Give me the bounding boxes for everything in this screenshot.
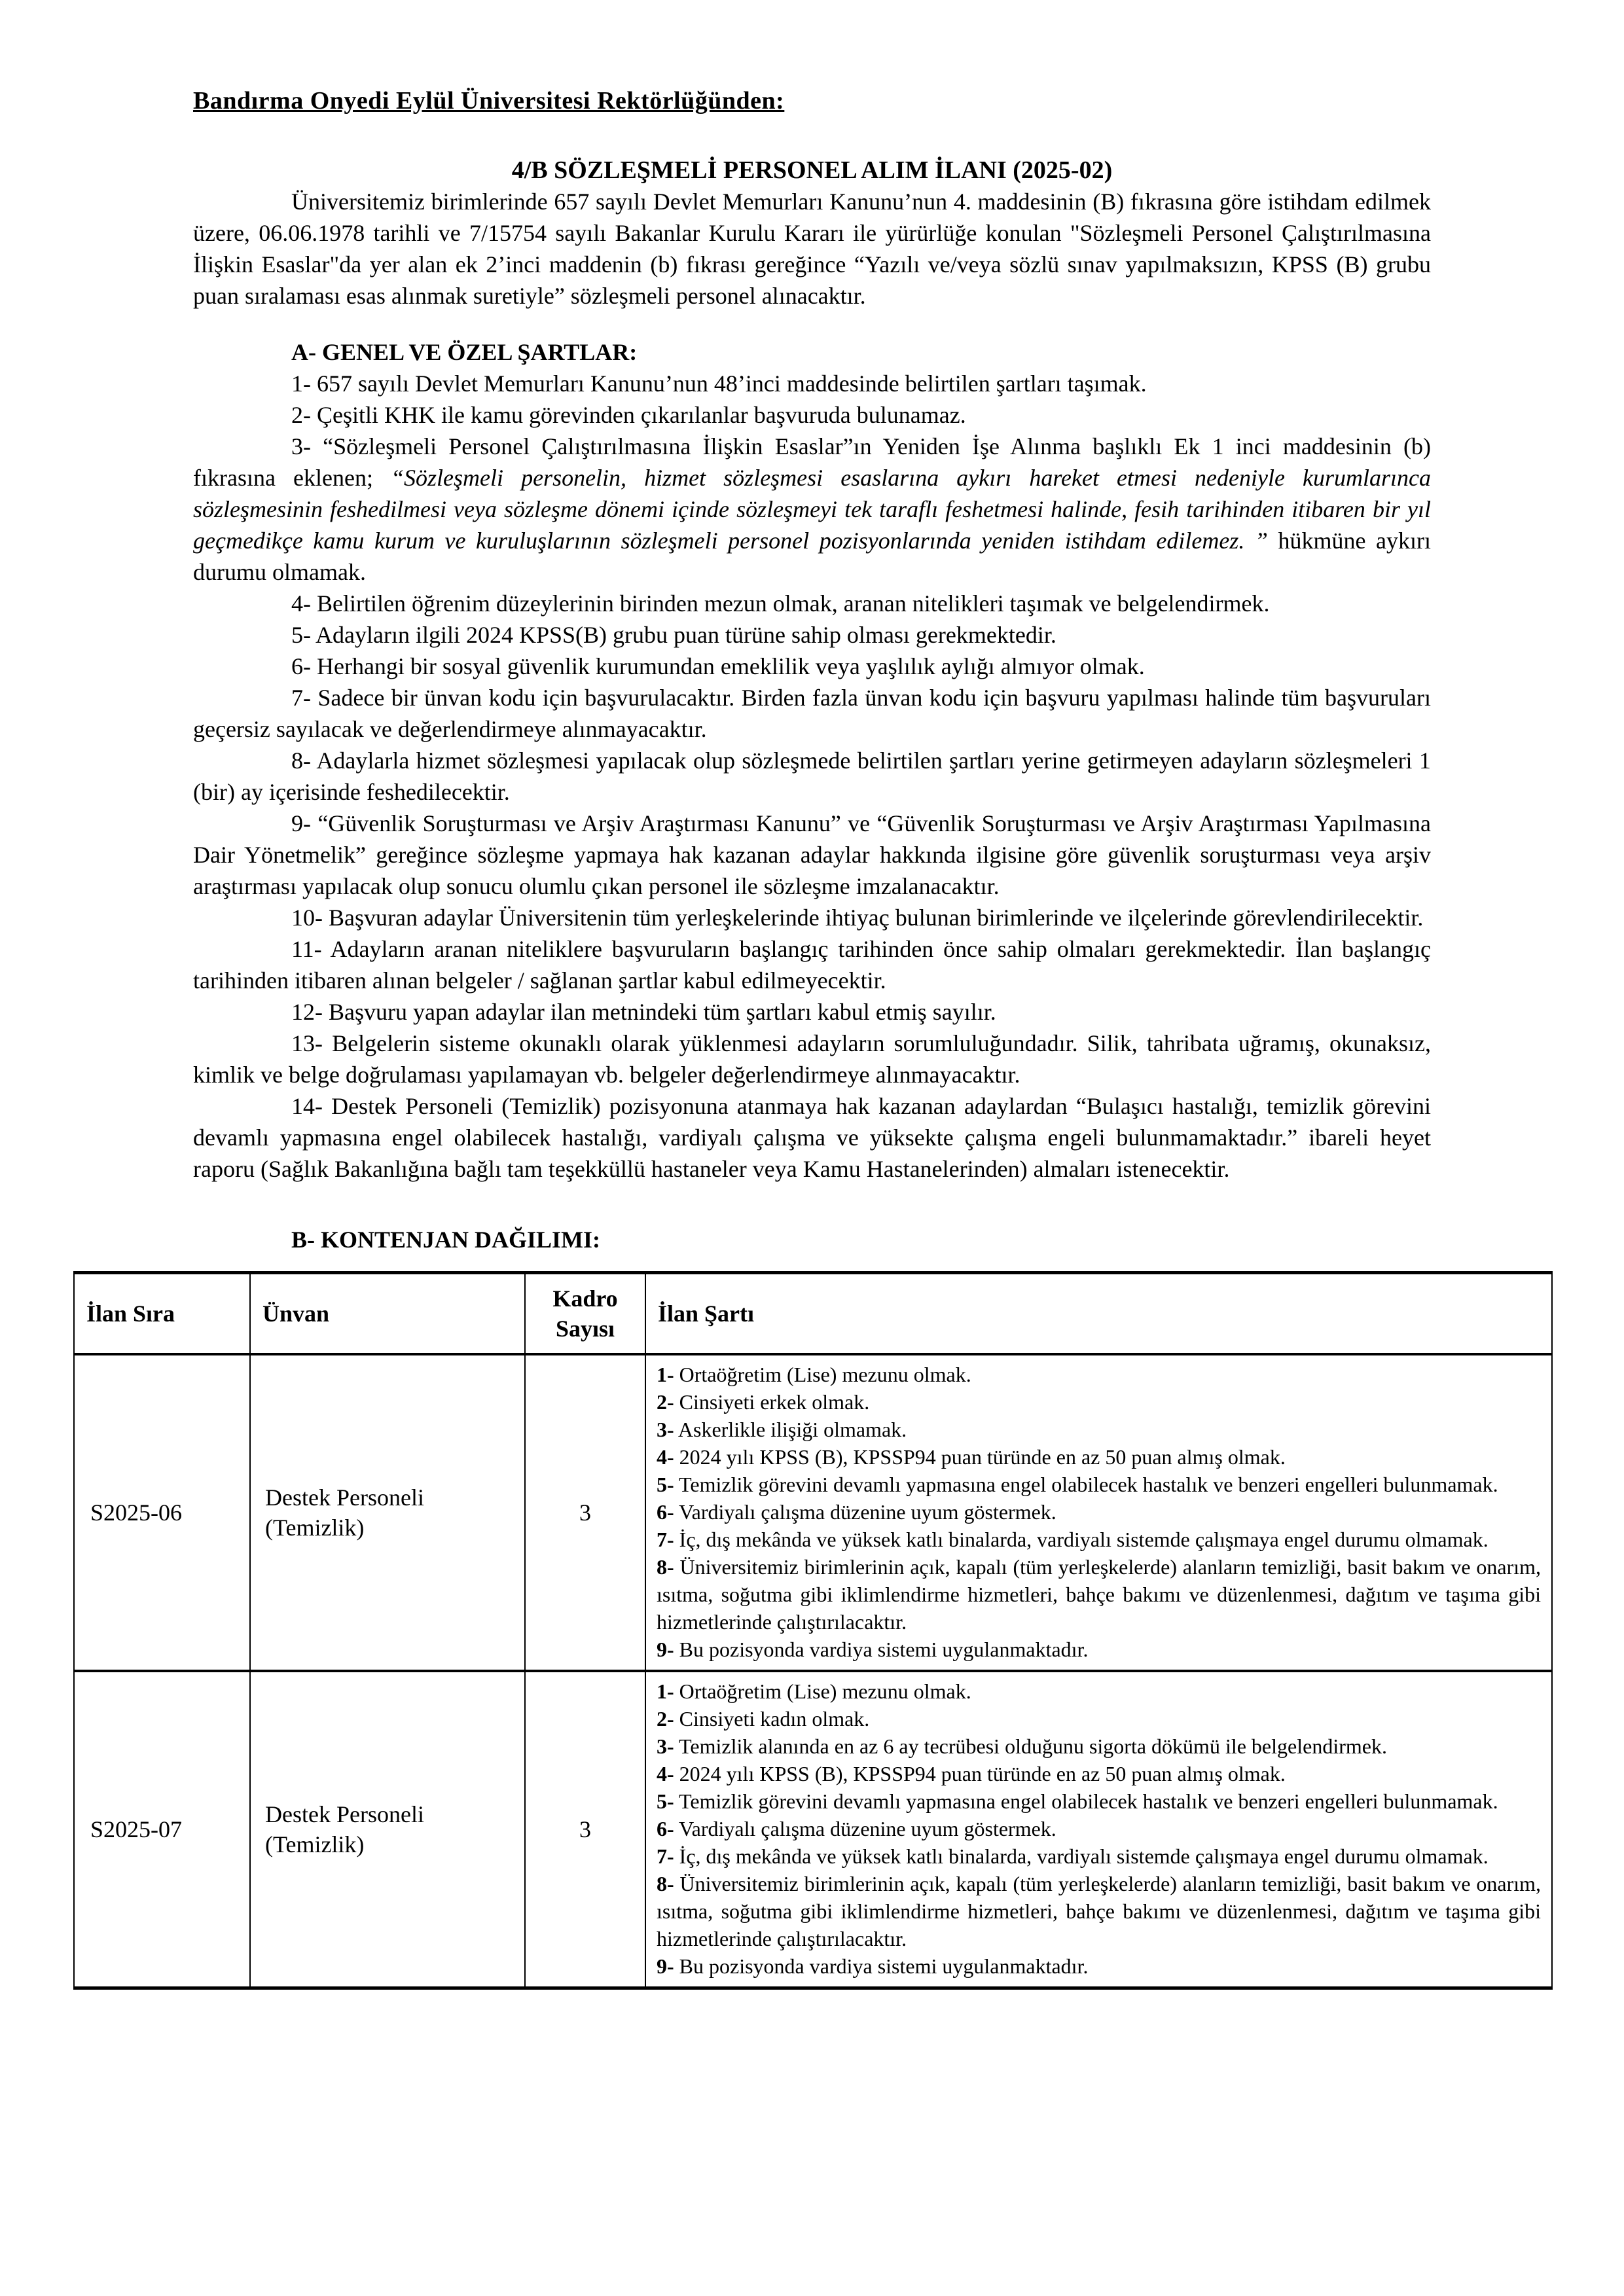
announcement-title: 4/B SÖZLEŞMELİ PERSONEL ALIM İLANI (2025-02)	[511, 156, 1113, 184]
unvan-value: Destek Personeli (Temizlik)	[250, 1671, 525, 1988]
issuer-header: Bandırma Onyedi Eylül Üniversitesi Rektörlüğünden:	[193, 87, 785, 115]
requirement-number: 6-	[657, 1817, 674, 1840]
section-a-item-4: 4- Belirtilen öğrenim düzeylerinin birinden mezun olmak, aranan nitelikleri taşımak ve belgelendirmek.	[291, 590, 1270, 617]
requirement-number: 5-	[657, 1789, 674, 1813]
requirement-item: 5- Temizlik görevini devamlı yapmasına engel olabilecek hastalık ve benzeri engelleri bulunmamak.	[657, 1473, 1498, 1496]
section-a-item-5: 5- Adayların ilgili 2024 KPSS(B) grubu puan türüne sahip olması gerekmektedir.	[291, 622, 1056, 648]
item-3-suffix: hükmüne aykırı durumu olmamak.	[193, 528, 1431, 585]
ilan-sira-value: S2025-06	[74, 1354, 250, 1671]
section-a-item-13: 13- Belgelerin sisteme okunaklı olarak yüklenmesi adayların sorumluluğundadır. Silik, tahribata uğramış, okunaksız, kimlik ve belge doğrulaması yapılamayan vb. belgeler değerlendirmeye alınmayacaktır.	[193, 1030, 1431, 1088]
requirement-number: 2-	[657, 1390, 674, 1414]
section-a-item-6: 6- Herhangi bir sosyal güvenlik kurumundan emeklilik veya yaşlılık aylığı almıyor olmak.	[291, 653, 1145, 679]
quota-table	[73, 1271, 1553, 1990]
quota-table-wrapper	[73, 1271, 1551, 1990]
section-b-heading: B- KONTENJAN DAĞILIMI:	[291, 1227, 601, 1253]
section-a-item-11: 11- Adayların aranan niteliklere başvuruların başlangıç tarihinden önce sahip olmaları gerekmektedir. İlan başlangıç tarihinden itibaren alınan belgeler / sağlanan şartlar kabul edilmeyecektir.	[193, 936, 1431, 994]
section-a-item-3	[193, 431, 1431, 588]
ilan-sarti-list	[645, 1354, 1552, 1671]
col-header-ilan-sira: İlan Sıra	[74, 1273, 250, 1355]
unvan-value: Destek Personeli (Temizlik)	[250, 1354, 525, 1671]
section-a-item-12: 12- Başvuru yapan adaylar ilan metnindeki tüm şartları kabul etmiş sayılır.	[291, 999, 996, 1025]
table-row-s2025-06	[74, 1354, 1552, 1671]
requirement-item: 6- Vardiyalı çalışma düzenine uyum göstermek.	[657, 1817, 1056, 1840]
requirement-item: 3- Askerlikle ilişiği olmamak.	[657, 1418, 907, 1441]
ilan-sarti-list	[645, 1671, 1552, 1988]
requirement-number: 8-	[657, 1872, 674, 1895]
requirement-number: 1-	[657, 1363, 674, 1386]
requirement-number: 6-	[657, 1500, 674, 1524]
requirement-item: 1- Ortaöğretim (Lise) mezunu olmak.	[657, 1363, 971, 1386]
requirement-item: 2- Cinsiyeti kadın olmak.	[657, 1707, 870, 1731]
requirement-number: 3-	[657, 1734, 674, 1758]
section-a-item-10: 10- Başvuran adaylar Üniversitenin tüm yerleşkelerinde ihtiyaç bulunan birimlerinde ve ilçelerinde görevlendirilecektir.	[291, 905, 1424, 931]
requirement-item: 6- Vardiyalı çalışma düzenine uyum göstermek.	[657, 1500, 1056, 1524]
requirement-number: 7-	[657, 1844, 674, 1868]
requirement-item: 8- Üniversitemiz birimlerinin açık, kapalı (tüm yerleşkelerde) alanların temizliği, basit bakım ve onarım, ısıtma, soğutma gibi iklimlendirme hizmetleri, bahçe bakımı ve düzenlenmesi, dağıtım ve taşıma gibi hizmetlerinde çalıştırılacaktır.	[657, 1555, 1542, 1634]
requirement-number: 3-	[657, 1418, 674, 1441]
table-row-s2025-07	[74, 1671, 1552, 1988]
table-header-row	[74, 1273, 1552, 1355]
item-3-prefix: 3- “Sözleşmeli Personel Çalıştırılmasına İlişkin Esaslar”ın Yeniden İşe Alınma başlıklı Ek 1 inci maddesinin (b) fıkrasına eklenen;	[193, 433, 1431, 491]
requirement-item: 9- Bu pozisyonda vardiya sistemi uygulanmaktadır.	[657, 1638, 1089, 1661]
requirement-number: 4-	[657, 1445, 674, 1469]
intro-paragraph: Üniversitemiz birimlerinde 657 sayılı Devlet Memurları Kanunu’nun 4. maddesinin (B) fıkrasına göre istihdam edilmek üzere, 06.06.1978 tarihli ve 7/15754 sayılı Bakanlar Kurulu Kararı ile yürürlüğe konulan "Sözleşmeli Personel Çalıştırılmasına İlişkin Esaslar"da yer alan ek 2’inci maddenin (b) fıkrası gereğince “Yazılı ve/veya sözlü sınav yapılmaksızın, KPSS (B) grubu puan sıralaması esas alınmak suretiyle” sözleşmeli personel alınacaktır.	[193, 188, 1431, 309]
requirement-item: 2- Cinsiyeti erkek olmak.	[657, 1390, 870, 1414]
kadro-sayisi-value: 3	[525, 1671, 645, 1988]
section-a-item-2: 2- Çeşitli KHK ile kamu görevinden çıkarılanlar başvuruda bulunamaz.	[291, 402, 966, 428]
requirement-number: 2-	[657, 1707, 674, 1731]
requirement-item: 8- Üniversitemiz birimlerinin açık, kapalı (tüm yerleşkelerde) alanların temizliği, basit bakım ve onarım, ısıtma, soğutma gibi iklimlendirme hizmetleri, bahçe bakımı ve düzenlenmesi, dağıtım ve taşıma gibi hizmetlerinde çalıştırılacaktır.	[657, 1872, 1542, 1950]
requirement-item: 9- Bu pozisyonda vardiya sistemi uygulanmaktadır.	[657, 1954, 1089, 1978]
section-a-item-7: 7- Sadece bir ünvan kodu için başvurulacaktır. Birden fazla ünvan kodu için başvuru yapılması halinde tüm başvuruları geçersiz sayılacak ve değerlendirmeye alınmayacaktır.	[193, 685, 1431, 742]
requirement-number: 9-	[657, 1954, 674, 1978]
requirement-item: 1- Ortaöğretim (Lise) mezunu olmak.	[657, 1679, 971, 1703]
section-a-item-9: 9- “Güvenlik Soruşturması ve Arşiv Araştırması Kanunu” ve “Güvenlik Soruşturması ve Arşiv Araştırması Yapılmasına Dair Yönetmelik” gereğince sözleşme yapmaya hak kazanan adaylar hakkında ilgisine göre güvenlik soruşturması veya arşiv araştırması yapılacak olup sonucu olumlu çıkan personel ile sözleşme imzalanacaktır.	[193, 810, 1431, 899]
section-a-item-14: 14- Destek Personeli (Temizlik) pozisyonuna atanmaya hak kazanan adaylardan “Bulaşıcı hastalığı, temizlik görevini devamlı yapmasına engel olabilecek hastalığı, vardiyalı çalışma ve yüksekte çalışma engeli bulunmamaktadır.” ibareli heyet raporu (Sağlık Bakanlığına bağlı tam teşekküllü hastaneler veya Kamu Hastanelerinden) almaları istenecektir.	[193, 1093, 1431, 1182]
section-a-item-8: 8- Adaylarla hizmet sözleşmesi yapılacak olup sözleşmede belirtilen şartları yerine getirmeyen adayların sözleşmeleri 1 (bir) ay içerisinde feshedilecektir.	[193, 747, 1431, 805]
requirement-number: 5-	[657, 1473, 674, 1496]
requirement-number: 7-	[657, 1528, 674, 1551]
kadro-sayisi-value: 3	[525, 1354, 645, 1671]
item-3-quoted-provision: “Sözleşmeli personelin, hizmet sözleşmesi esaslarına aykırı hareket etmesi nedeniyle kurumlarınca sözleşmesinin feshedilmesi veya sözleşme dönemi içinde sözleşmeyi tek taraflı feshetmesi halinde, fesih tarihinden itibaren bir yıl geçmedikçe kamu kurum ve kuruluşlarının sözleşmeli personel pozisyonlarında yeniden istihdam edilemez. ”	[193, 465, 1431, 554]
requirement-item: 5- Temizlik görevini devamlı yapmasına engel olabilecek hastalık ve benzeri engelleri bulunmamak.	[657, 1789, 1498, 1813]
requirement-number: 4-	[657, 1762, 674, 1785]
requirement-number: 9-	[657, 1638, 674, 1661]
col-header-unvan: Ünvan	[250, 1273, 525, 1355]
requirement-number: 8-	[657, 1555, 674, 1579]
requirement-item: 4- 2024 yılı KPSS (B), KPSSP94 puan türünde en az 50 puan almış olmak.	[657, 1762, 1286, 1785]
ilan-sira-value: S2025-07	[74, 1671, 250, 1988]
requirement-item: 7- İç, dış mekânda ve yüksek katlı binalarda, vardiyalı sistemde çalışmaya engel durumu olmamak.	[657, 1844, 1489, 1868]
section-a-item-1: 1- 657 sayılı Devlet Memurları Kanunu’nun 48’inci maddesinde belirtilen şartları taşımak.	[291, 370, 1147, 397]
requirement-item: 4- 2024 yılı KPSS (B), KPSSP94 puan türünde en az 50 puan almış olmak.	[657, 1445, 1286, 1469]
requirement-number: 1-	[657, 1679, 674, 1703]
requirement-item: 3- Temizlik alanında en az 6 ay tecrübesi olduğunu sigorta dökümü ile belgelendirmek.	[657, 1734, 1387, 1758]
section-a-heading: A- GENEL VE ÖZEL ŞARTLAR:	[291, 339, 638, 365]
col-header-kadro-sayisi: Kadro Sayısı	[525, 1273, 645, 1355]
col-header-ilan-sarti: İlan Şartı	[645, 1273, 1552, 1355]
requirement-item: 7- İç, dış mekânda ve yüksek katlı binalarda, vardiyalı sistemde çalışmaya engel durumu olmamak.	[657, 1528, 1489, 1551]
